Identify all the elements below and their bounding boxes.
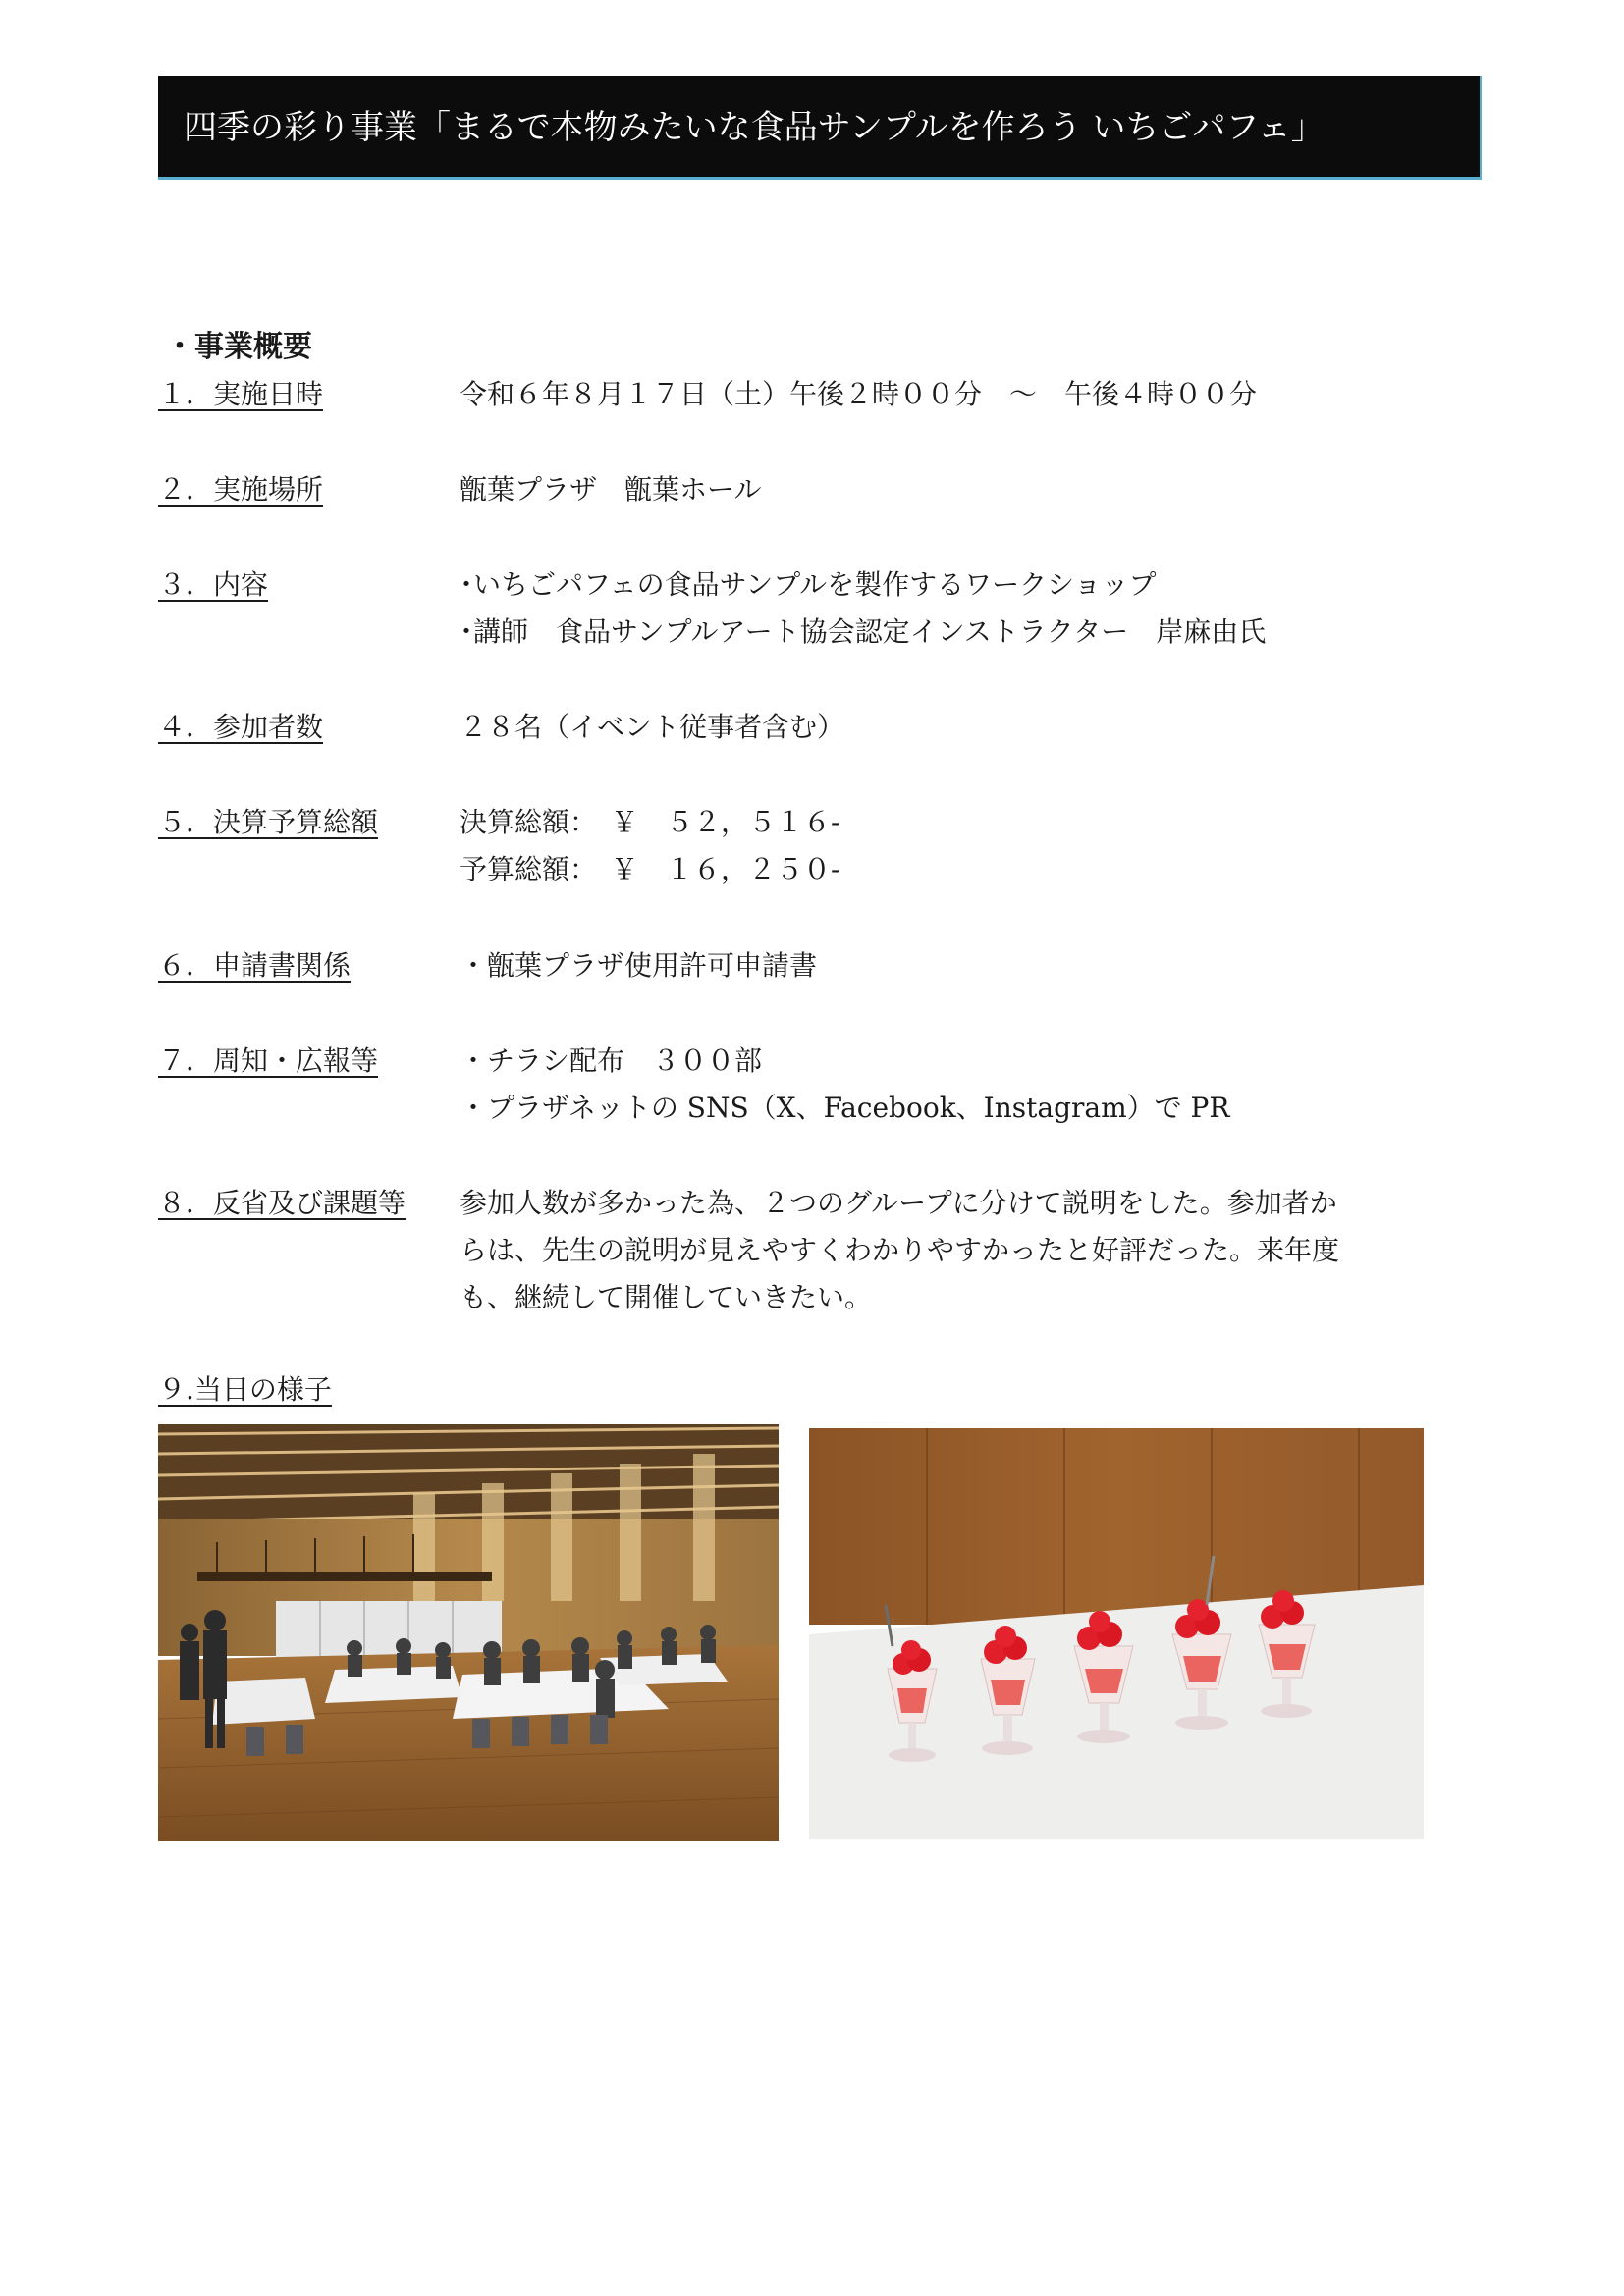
item-value (460, 371, 1432, 418)
item-label: ５．決算予算総額 (158, 806, 379, 838)
item-line: 甑葉プラザ 甑葉ホール (460, 473, 762, 506)
item-line: 予算総額： ￥ １６，２５０- (460, 853, 840, 885)
item-line: ･いちごパフェの食品サンプルを製作するワークショップ (460, 568, 1157, 601)
item-label: ３．内容 (158, 568, 269, 601)
item-label: ２．実施場所 (158, 473, 324, 506)
photos-label: ９.当日の様子 (158, 1373, 332, 1406)
item-label: ７．周知・広報等 (158, 1044, 379, 1077)
item-value (460, 466, 1432, 513)
item-value (460, 704, 1432, 751)
item-value (460, 1180, 1432, 1321)
item-line: 決算総額： ￥ ５２，５１６- (460, 806, 840, 838)
item-label: ６．申請書関係 (158, 949, 352, 982)
item-line: ２８名（イベント従事者含む） (460, 711, 845, 743)
item-line: ・チラシ配布 ３００部 (460, 1044, 763, 1077)
item-line: 令和６年８月１７日（土）午後２時００分 ～ 午後４時００分 (460, 378, 1258, 410)
item-line: 参加人数が多かった為、２つのグループに分けて説明をした。参加者か (460, 1187, 1337, 1219)
item-label: ８．反省及び課題等 (158, 1187, 406, 1219)
overview-heading: ・事業概要 (165, 330, 312, 364)
item-line: も、継続して開催していきたい。 (460, 1281, 873, 1313)
page-title: 四季の彩り事業「まるで本物みたいな食品サンプルを作ろう いちごパフェ」 (158, 76, 1482, 180)
item-value (460, 561, 1432, 656)
item-label: ４．参加者数 (158, 711, 324, 743)
item-line: らは、先生の説明が見えやすくわかりやすかったと好評だった。来年度 (460, 1234, 1340, 1266)
item-value (460, 799, 1432, 893)
item-line: ･講師 食品サンプルアート協会認定インストラクター 岸麻由氏 (460, 615, 1267, 648)
item-line: ・プラザネットの SNS（X、Facebook、Instagram）で PR (460, 1092, 1230, 1124)
item-value (460, 1038, 1432, 1132)
item-line: ・甑葉プラザ使用許可申請書 (460, 949, 818, 982)
workshop-hall-photo (158, 1424, 779, 1841)
parfait-samples-photo (809, 1428, 1424, 1839)
item-value (460, 942, 1432, 989)
item-label: １．実施日時 (158, 378, 324, 410)
